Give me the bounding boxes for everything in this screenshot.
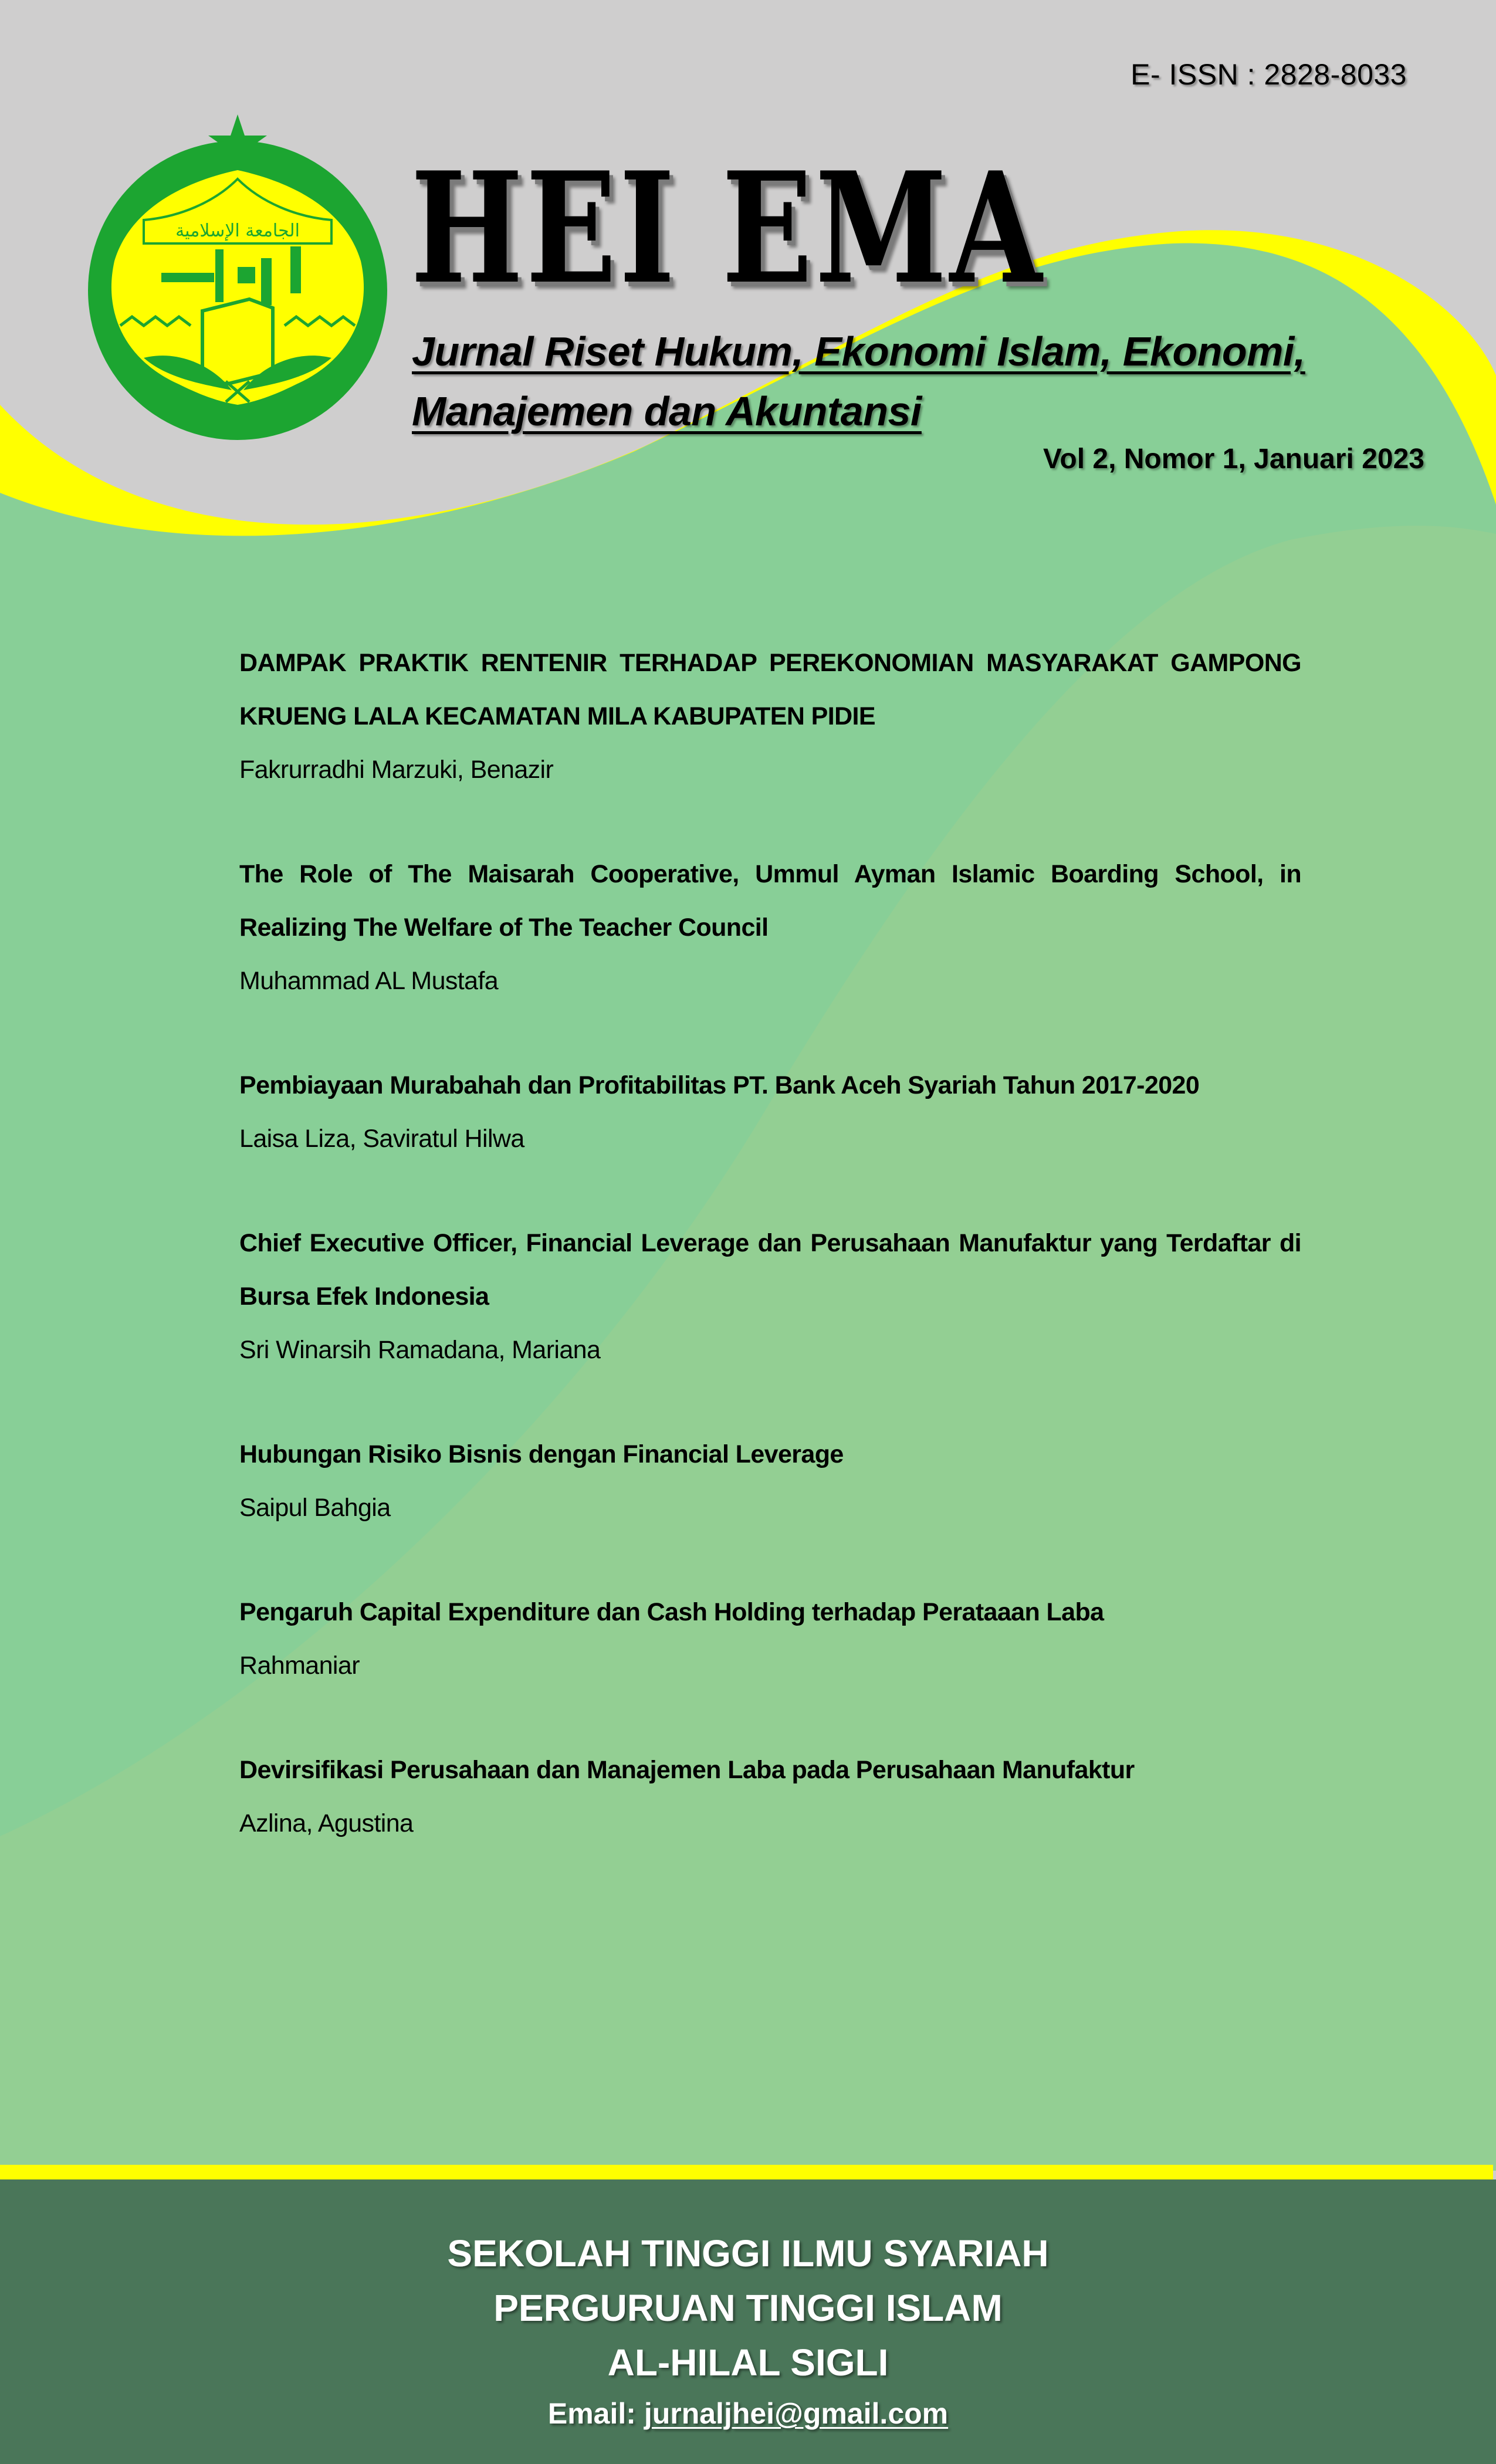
article-item bbox=[239, 1059, 1301, 1166]
article-item bbox=[239, 1428, 1301, 1535]
article-title: The Role of The Maisarah Cooperative, Ummul Ayman Islamic Boarding School, in Realizing The Welfare of The Teacher Council bbox=[239, 860, 1301, 942]
footer bbox=[0, 2179, 1496, 2464]
institution-crest-icon bbox=[85, 114, 390, 440]
journal-title: HEI EMA bbox=[411, 139, 1045, 318]
institution-line-3: AL-HILAL SIGLI bbox=[607, 2341, 889, 2384]
article-title: Devirsifikasi Perusahaan dan Manajemen Laba pada Perusahaan Manufaktur bbox=[239, 1756, 1135, 1784]
journal-subtitle: Jurnal Riset Hukum, Ekonomi Islam, Ekonomi, Manajemen dan Akuntansi bbox=[412, 329, 1305, 434]
article-item bbox=[239, 1217, 1301, 1377]
article-item bbox=[239, 848, 1301, 1008]
article-item bbox=[239, 637, 1301, 797]
article-authors: Sri Winarsih Ramadana, Mariana bbox=[239, 1336, 601, 1364]
article-authors: Rahmaniar bbox=[239, 1651, 360, 1680]
institution-line-2: PERGURUAN TINGGI ISLAM bbox=[493, 2287, 1003, 2329]
footer-yellow-strip bbox=[0, 2165, 1493, 2179]
article-title: Chief Executive Officer, Financial Leverage dan Perusahaan Manufaktur yang Terdaftar di Bursa Efek Indonesia bbox=[239, 1229, 1301, 1311]
issn-label: E- ISSN : 2828-8033 bbox=[1131, 58, 1407, 91]
article-title: Pembiayaan Murabahah dan Profitabilitas PT. Bank Aceh Syariah Tahun 2017-2020 bbox=[239, 1071, 1200, 1099]
article-authors: Azlina, Agustina bbox=[239, 1809, 414, 1837]
table-of-contents bbox=[239, 637, 1301, 1901]
article-authors: Laisa Liza, Saviratul Hilwa bbox=[239, 1125, 524, 1153]
contact-email bbox=[0, 2390, 1496, 2437]
article-title: Hubungan Risiko Bisnis dengan Financial Leverage bbox=[239, 1440, 844, 1468]
article-title: Pengaruh Capital Expenditure dan Cash Holding terhadap Perataaan Laba bbox=[239, 1598, 1104, 1626]
article-item bbox=[239, 1586, 1301, 1693]
article-authors: Saipul Bahgia bbox=[239, 1494, 391, 1522]
article-authors: Muhammad AL Mustafa bbox=[239, 967, 499, 995]
institution-line-1: SEKOLAH TINGGI ILMU SYARIAH bbox=[447, 2232, 1049, 2275]
email-label: Email: bbox=[547, 2397, 644, 2430]
arabic-inscription: الجامعة الإسلامية bbox=[175, 221, 300, 241]
article-authors: Fakrurradhi Marzuki, Benazir bbox=[239, 756, 554, 784]
volume-issue-label: Vol 2, Nomor 1, Januari 2023 bbox=[1043, 444, 1424, 475]
email-link[interactable]: jurnaljhei@gmail.com bbox=[644, 2397, 949, 2430]
article-title: DAMPAK PRAKTIK RENTENIR TERHADAP PEREKONOMIAN MASYARAKAT GAMPONG KRUENG LALA KECAMATAN MILA KABUPATEN PIDIE bbox=[239, 649, 1301, 730]
article-item bbox=[239, 1744, 1301, 1850]
